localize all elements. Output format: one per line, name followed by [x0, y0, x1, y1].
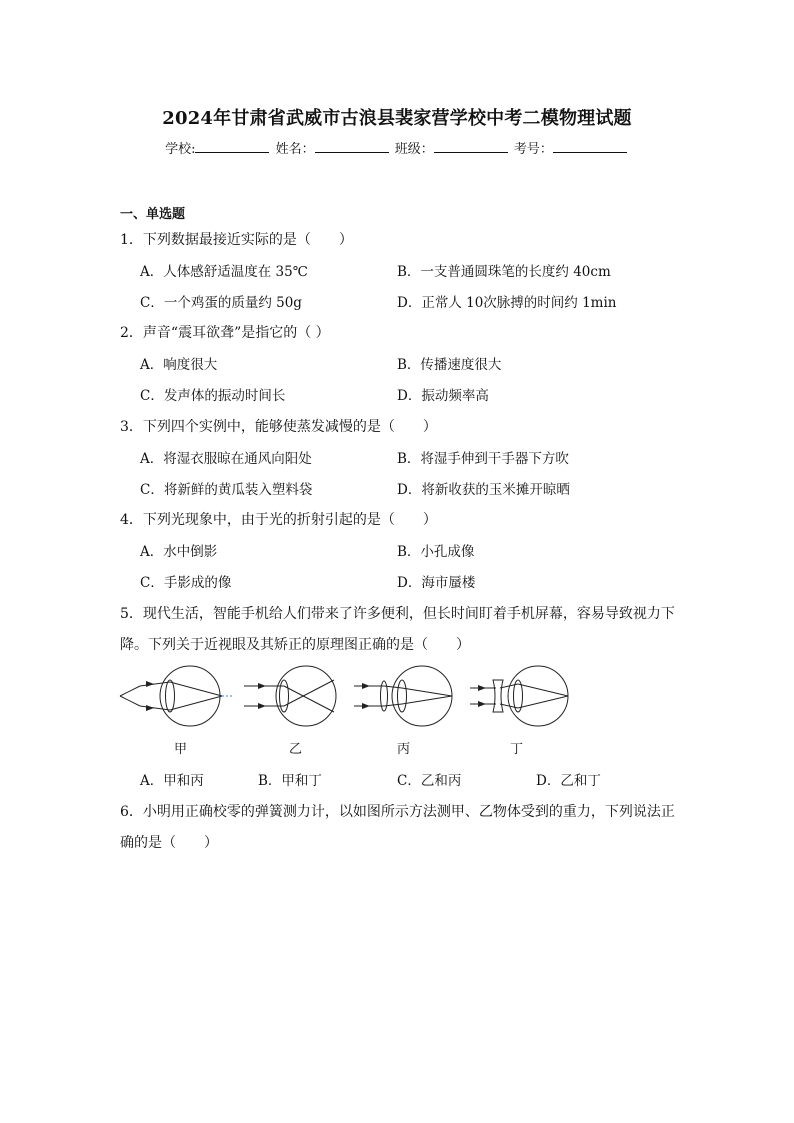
figure-label-ding: 丁: [510, 742, 524, 757]
name-blank[interactable]: [315, 140, 389, 153]
question-4-option-c: C．手影成的像: [140, 575, 232, 591]
question-1-option-c: C．一个鸡蛋的质量约 50g: [140, 295, 302, 311]
question-5-stem-line-1: 5．现代生活，智能手机给人们带来了许多便利，但长时间盯着手机屏幕，容易导致视力下: [120, 606, 675, 622]
question-3-option-d: D．将新收获的玉米摊开晾晒: [397, 482, 570, 498]
question-4-stem: 4．下列光现象中，由于光的折射引起的是（ ）: [120, 512, 437, 528]
eyeball-outline: [276, 666, 336, 726]
exam-no-blank[interactable]: [553, 140, 627, 153]
eyeball-outline: [160, 666, 220, 726]
question-6-stem-line-1: 6．小明用正确校零的弹簧测力计，以如图所示方法测甲、乙物体受到的重力，下列说法正: [120, 804, 675, 820]
question-5-option-c: C．乙和丙: [397, 773, 462, 789]
section-title: 一、单选题: [120, 207, 186, 222]
eye-diagram-bing: [352, 664, 457, 728]
question-1-stem: 1．下列数据最接近实际的是（ ）: [120, 232, 353, 248]
eyeball-outline: [508, 666, 568, 726]
school-blank[interactable]: [195, 140, 269, 153]
question-4-option-a: A．水中倒影: [140, 544, 218, 560]
concave-correction-lens: [493, 680, 503, 712]
question-2-option-a: A．响度很大: [140, 357, 218, 373]
page-title: 2024年甘肃省武威市古浪县裴家营学校中考二模物理试题: [162, 108, 632, 129]
school-label: 学校:: [165, 142, 196, 157]
eye-lens: [398, 680, 407, 712]
question-5-option-b: B．甲和丁: [258, 773, 322, 789]
eye-lens: [166, 680, 175, 712]
figure-label-yi: 乙: [289, 742, 303, 757]
question-4-option-b: B．小孔成像: [397, 544, 475, 560]
eye-diagram-ding: [468, 664, 573, 728]
question-4-option-d: D．海市蜃楼: [397, 575, 476, 591]
figure-label-jia: 甲: [174, 742, 188, 757]
question-1-option-b: B．一支普通圆珠笔的长度约 40cm: [397, 264, 611, 280]
question-3-option-a: A．将湿衣服晾在通风向阳处: [140, 451, 312, 467]
question-2-option-c: C．发声体的振动时间长: [140, 388, 286, 404]
exam-no-label: 考号：: [513, 142, 553, 157]
question-5-stem-line-2: 降。下列关于近视眼及其矫正的原理图正确的是（ ）: [120, 637, 470, 653]
name-label: 姓名：: [275, 142, 315, 157]
question-2-option-d: D．振动频率高: [397, 388, 489, 404]
class-blank[interactable]: [434, 140, 508, 153]
question-5-option-a: A．甲和丙: [140, 773, 204, 789]
eye-diagram-yi: [242, 664, 342, 728]
question-6-stem-line-2: 确的是（ ）: [120, 835, 218, 851]
figure-label-bing: 丙: [397, 742, 411, 757]
question-5-option-d: D．乙和丁: [536, 773, 601, 789]
question-2-option-b: B．传播速度很大: [397, 357, 502, 373]
class-label: 班级：: [394, 142, 434, 157]
student-info-line: [0, 138, 794, 157]
question-1-option-a: A．人体感舒适温度在 35℃: [140, 264, 308, 280]
question-3-option-c: C．将新鲜的黄瓜装入塑料袋: [140, 482, 313, 498]
eyeball-outline: [392, 666, 452, 726]
question-3-stem: 3．下列四个实例中，能够使蒸发减慢的是（ ）: [120, 419, 437, 435]
eye-lens: [280, 680, 289, 712]
question-2-stem: 2．声音“震耳欲聋”是指它的（ ）: [120, 325, 330, 341]
question-3-option-b: B．将湿手伸到干手器下方吹: [397, 451, 569, 467]
question-1-option-d: D．正常人 10次脉搏的时间约 1min: [397, 295, 617, 311]
eye-diagram-jia: [118, 664, 236, 728]
